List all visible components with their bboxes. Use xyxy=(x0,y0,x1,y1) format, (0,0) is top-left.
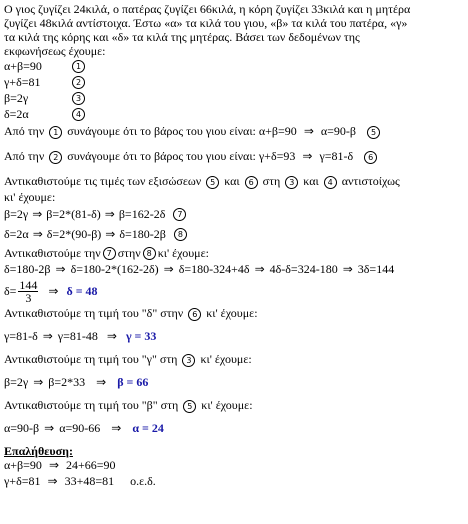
circled-number: 5 xyxy=(367,126,380,139)
circled-number: 6 xyxy=(364,151,377,164)
step-text: Αντικαθιστούμε τη τιμή του "γ" στη xyxy=(4,352,178,366)
equation-part: β=2*(81-δ) xyxy=(46,207,101,221)
spacer xyxy=(4,437,464,444)
beta-equation xyxy=(4,375,464,391)
circled-number: 8 xyxy=(174,228,187,241)
circled-number: 5 xyxy=(206,176,219,189)
equation-part: γ=81-48 xyxy=(57,329,98,343)
step-text: Αντικαθιστούμε την xyxy=(4,246,101,260)
intro-line-4: εκφωνήσεως έχουμε: xyxy=(4,44,106,58)
result-alpha: α = 24 xyxy=(132,421,164,435)
circled-number: 2 xyxy=(49,151,62,164)
circled-number: 4 xyxy=(324,176,337,189)
system-row-4 xyxy=(4,106,464,122)
implies-arrow-icon: ⇒ xyxy=(55,262,66,276)
circled-number: 1 xyxy=(72,60,85,73)
equation-part: β=2γ xyxy=(4,207,29,221)
step-text: κι' έχουμε: xyxy=(206,306,258,320)
substitution-1 xyxy=(4,174,464,190)
step-text: κι' έχουμε: xyxy=(157,246,209,260)
circled-number: 7 xyxy=(103,247,116,260)
implies-arrow-icon: ⇒ xyxy=(106,329,117,343)
circled-number: 2 xyxy=(72,76,85,89)
step-text: και xyxy=(303,174,319,188)
equation-part: α+β=90 xyxy=(4,458,42,472)
step-text: αντιστοίχως xyxy=(341,174,400,188)
step-text: και xyxy=(224,174,240,188)
alpha-equation xyxy=(4,421,464,437)
implies-arrow-icon: ⇒ xyxy=(303,124,314,138)
step-text: Αντικαθιστούμε τις τιμές των εξισώσεων xyxy=(4,174,202,188)
equation-part: 4δ-δ=324-180 xyxy=(269,262,338,276)
step-2 xyxy=(4,149,464,167)
circled-number: 6 xyxy=(188,308,201,321)
circled-number: 8 xyxy=(143,247,156,260)
verification-line-2 xyxy=(4,474,464,490)
equation-part: α=90-β xyxy=(4,421,40,435)
implies-arrow-icon: ⇒ xyxy=(302,149,313,163)
system-equation: α+β=90 xyxy=(4,59,42,73)
system-row-2 xyxy=(4,74,464,90)
verification-title xyxy=(4,444,464,458)
implies-arrow-icon: ⇒ xyxy=(96,375,107,389)
implies-arrow-icon: ⇒ xyxy=(32,227,43,241)
circled-number: 3 xyxy=(72,92,85,105)
step-text: στη xyxy=(262,174,281,188)
intro-line-2: ζυγίζει 48κιλά αντίστοιχα. Έστω «α» τα κιλά του γιου, «β» τα κιλά του πατέρα, «γ» xyxy=(4,16,408,30)
circled-number: 6 xyxy=(245,176,258,189)
equation-part: 24+66=90 xyxy=(66,458,116,472)
implies-arrow-icon: ⇒ xyxy=(104,207,115,221)
equation-part: δ=180-2β xyxy=(119,227,166,241)
circled-number: 5 xyxy=(183,400,196,413)
circled-number: 1 xyxy=(49,126,62,139)
equation-part: δ= xyxy=(4,284,17,298)
step-text: κι' έχουμε: xyxy=(200,352,252,366)
spacer xyxy=(4,391,464,398)
spacer xyxy=(4,167,464,174)
step-text: Από την xyxy=(4,149,45,163)
spacer xyxy=(4,368,464,375)
result-beta: β = 66 xyxy=(117,375,149,389)
equation-part: 3δ=144 xyxy=(357,262,395,276)
implies-arrow-icon: ⇒ xyxy=(48,284,59,298)
spacer xyxy=(4,345,464,352)
equation-part: β=2γ xyxy=(4,375,29,389)
equation-part: δ=180-2*(162-2δ) xyxy=(70,262,159,276)
step-text: Αντικαθιστούμε τη τιμή του "δ" στην xyxy=(4,306,184,320)
fraction-denominator: 3 xyxy=(25,290,32,305)
step-1 xyxy=(4,124,464,142)
step-text: στην xyxy=(117,246,141,260)
intro-line-1: Ο γιος ζυγίζει 24κιλά, ο πατέρας ζυγίζει 66κιλά, η κόρη ζυγίζει 33κιλά και η μητέρα xyxy=(4,2,411,16)
implies-arrow-icon: ⇒ xyxy=(42,329,53,343)
step-text: κι' έχουμε: xyxy=(201,398,253,412)
implies-arrow-icon: ⇒ xyxy=(33,375,44,389)
system-row-3 xyxy=(4,90,464,106)
substitution-1-line-2: κι' έχουμε: xyxy=(4,190,56,204)
step-text: Από την xyxy=(4,124,45,138)
equation-part: δ=2α xyxy=(4,227,29,241)
equation-part: α=90-66 xyxy=(59,421,101,435)
equation-part: γ=81-δ xyxy=(4,329,38,343)
result-delta: δ = 48 xyxy=(66,284,98,298)
fraction xyxy=(18,279,38,304)
substitution-4 xyxy=(4,352,464,368)
gamma-equation xyxy=(4,329,464,345)
qed-mark: ο.ε.δ. xyxy=(130,474,156,488)
verification xyxy=(4,444,464,490)
verification-line-1 xyxy=(4,458,464,474)
substitution-5 xyxy=(4,398,464,414)
implies-arrow-icon: ⇒ xyxy=(48,458,59,472)
equation-part: δ=180-324+4δ xyxy=(178,262,250,276)
substitution-2 xyxy=(4,244,464,262)
implies-arrow-icon: ⇒ xyxy=(254,262,265,276)
system-equation: β=2γ xyxy=(4,91,29,105)
circled-number: 3 xyxy=(182,354,195,367)
circled-number: 7 xyxy=(173,208,186,221)
verification-heading: Επαλήθευση: xyxy=(4,444,73,458)
system-equation: γ+δ=81 xyxy=(4,75,41,89)
step-text: Αντικαθιστούμε τη τιμή του "β" στη xyxy=(4,398,179,412)
long-equation xyxy=(4,262,464,276)
fraction-numerator: 144 xyxy=(19,277,38,292)
circled-number: 3 xyxy=(285,176,298,189)
equation-part: 33+48=81 xyxy=(64,474,115,488)
equation-7 xyxy=(4,204,464,224)
equation-part: β=2*33 xyxy=(48,375,86,389)
implies-arrow-icon: ⇒ xyxy=(342,262,353,276)
intro-line-3: τα κιλά της κόρης και «δ» τα κιλά της μητέρας. Βάσει των δεδομένων της xyxy=(4,30,360,44)
substitution-3 xyxy=(4,306,464,322)
circled-number: 4 xyxy=(72,108,85,121)
implies-arrow-icon: ⇒ xyxy=(105,227,116,241)
implies-arrow-icon: ⇒ xyxy=(44,421,55,435)
implies-arrow-icon: ⇒ xyxy=(32,207,43,221)
system-row-1 xyxy=(4,58,464,74)
equation-part: γ+δ=81 xyxy=(4,474,41,488)
equation-part: δ=180-2β xyxy=(4,262,51,276)
result-gamma: γ = 33 xyxy=(125,329,157,343)
problem-statement xyxy=(4,2,464,58)
equation-8 xyxy=(4,224,464,244)
step-result: α=90-β xyxy=(320,124,357,138)
implies-arrow-icon: ⇒ xyxy=(163,262,174,276)
equation-part: δ=2*(90-β) xyxy=(46,227,102,241)
implies-arrow-icon: ⇒ xyxy=(47,474,58,488)
step-result: γ=81-δ xyxy=(319,149,354,163)
spacer xyxy=(4,414,464,421)
spacer xyxy=(4,142,464,149)
system-equation: δ=2α xyxy=(4,107,29,121)
step-text: συνάγουμε ότι το βάρος του γιου είναι: α+β=90 xyxy=(67,124,297,138)
step-text: συνάγουμε ότι το βάρος του γιου είναι: γ+δ=93 xyxy=(67,149,296,163)
equation-system xyxy=(4,58,464,122)
equation-part: β=162-2δ xyxy=(118,207,166,221)
implies-arrow-icon: ⇒ xyxy=(111,421,122,435)
fraction-equation xyxy=(4,276,464,306)
spacer xyxy=(4,322,464,329)
